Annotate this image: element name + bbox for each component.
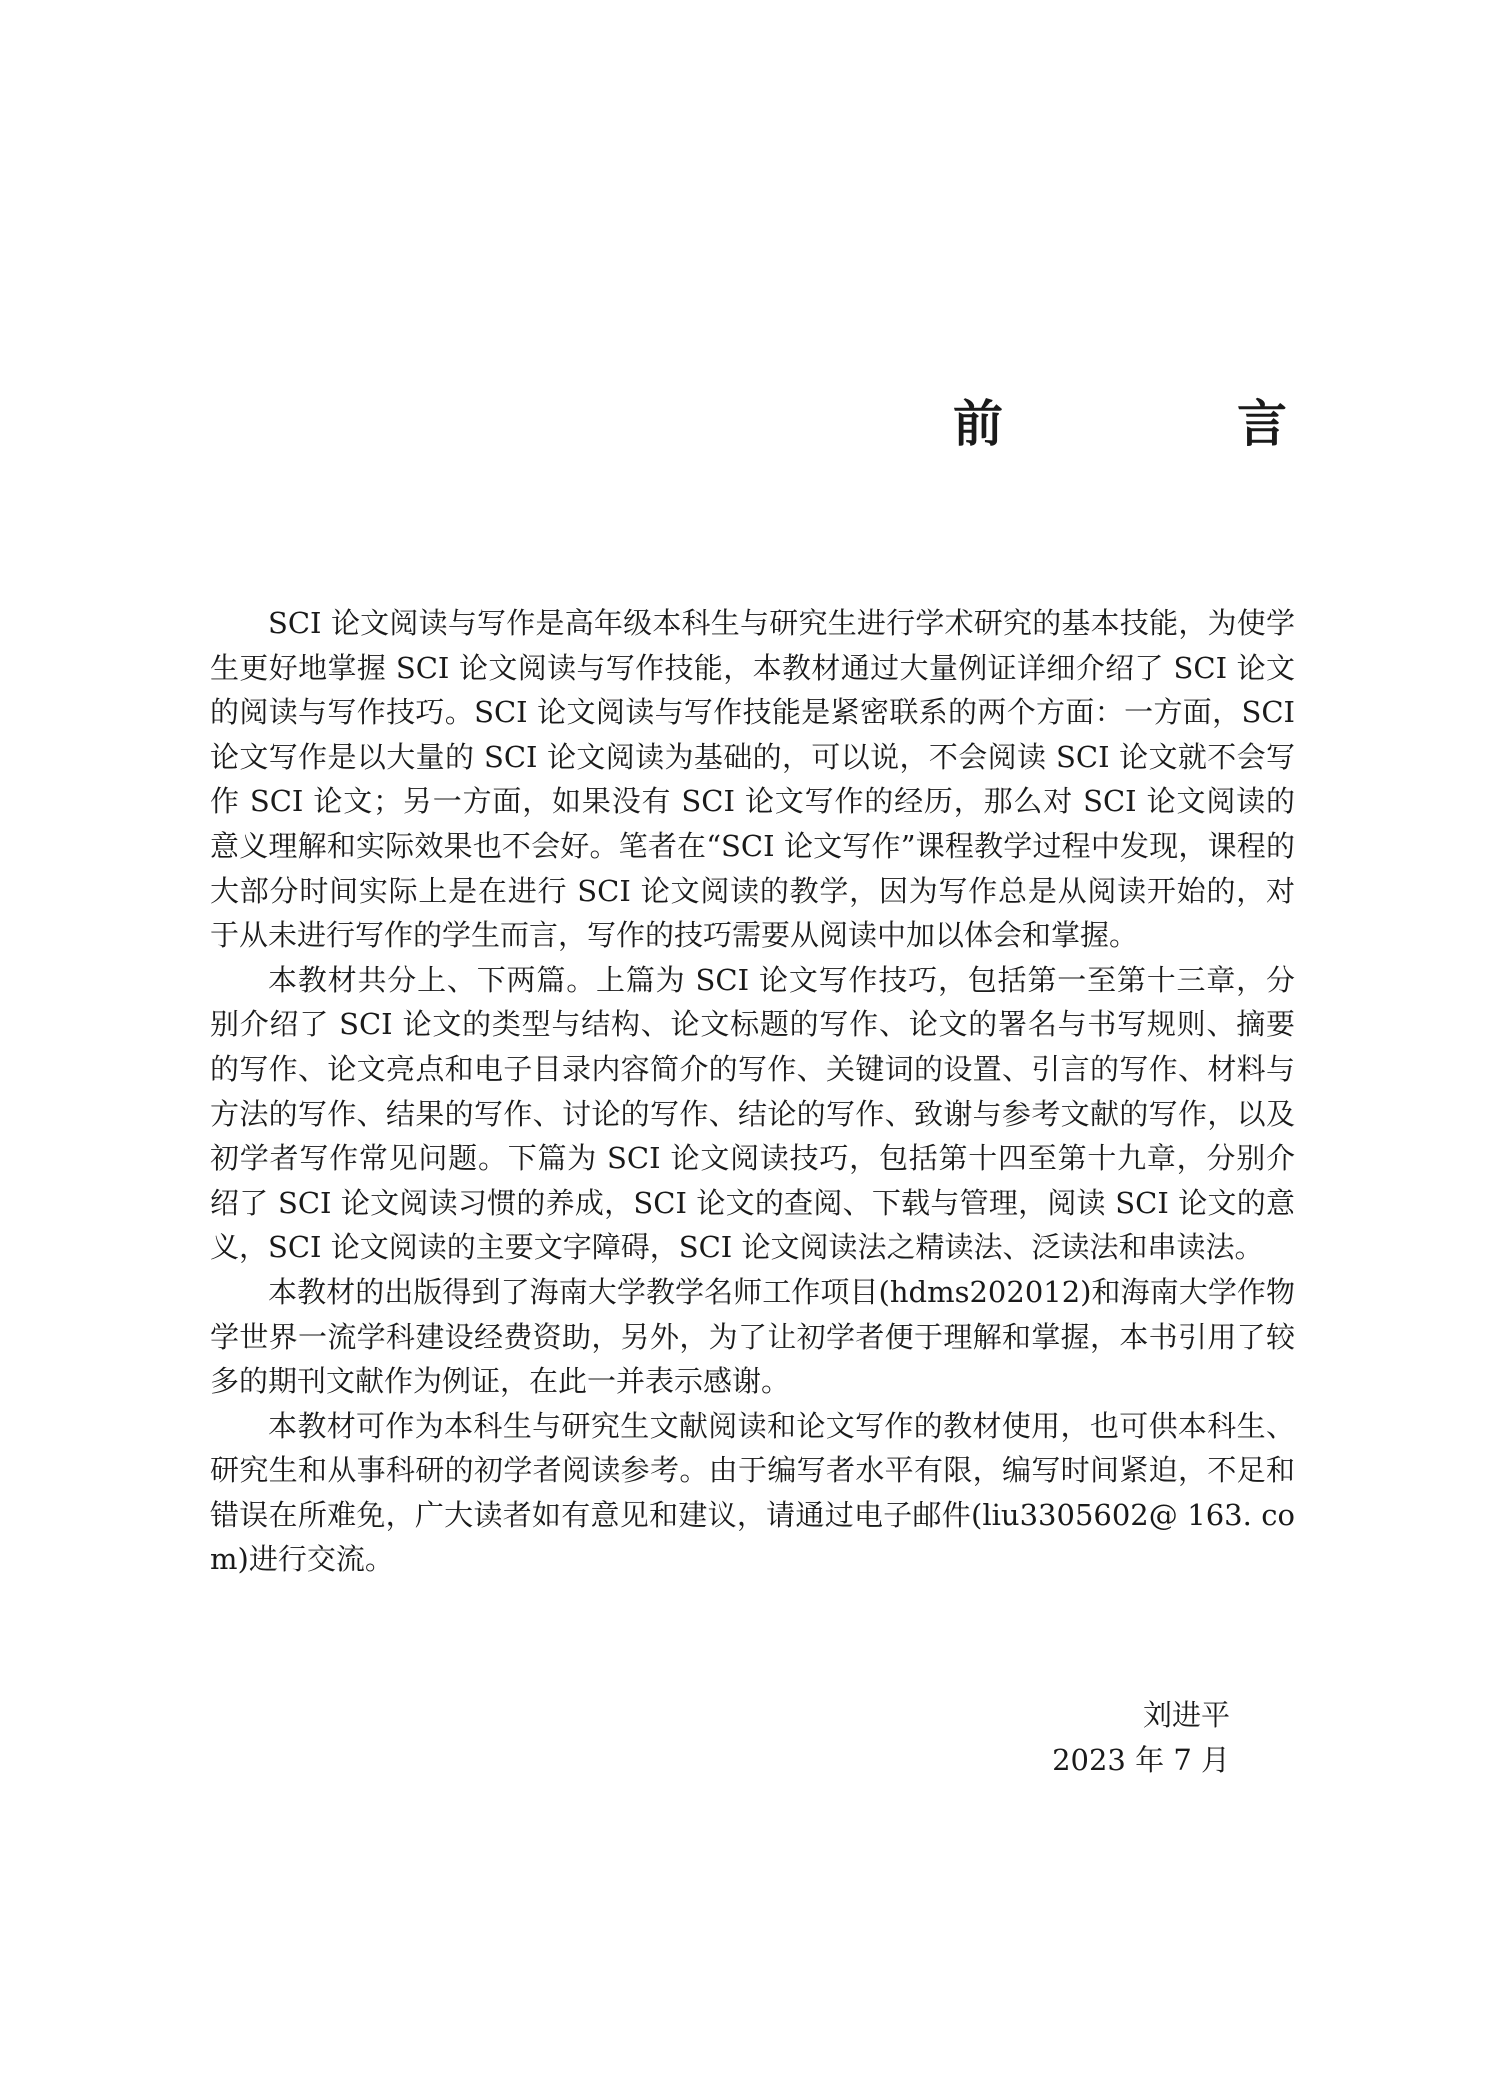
paragraph: SCI 论文阅读与写作是高年级本科生与研究生进行学术研究的基本技能，为使学生更好地掌握 SCI 论文阅读与写作技能，本教材通过大量例证详细介绍了 SCI 论文的阅读与写作技巧。SCI 论文阅读与写作技能是紧密联系的两个方面：一方面，SCI 论文写作是以大量的 SCI 论文阅读为基础的，可以说，不会阅读 SCI 论文就不会写作 SCI 论文；另一方面，如果没有 SCI 论文写作的经历，那么对 SCI 论文阅读的意义理解和实际效果也不会好。笔者在“SCI 论文写作”课程教学过程中发现，课程的大部分时间实际上是在进行 SCI 论文阅读的教学，因为写作总是从阅读开始的，对于从未进行写作的学生而言，写作的技巧需要从阅读中加以体会和掌握。	[210, 606, 1295, 953]
signature	[1052, 1693, 1230, 1783]
paragraph: 本教材的出版得到了海南大学教学名师工作项目(hdms202012)和海南大学作物学世界一流学科建设经费资助，另外，为了让初学者便于理解和掌握，本书引用了较多的期刊文献作为例证，在此一并表示感谢。	[210, 1274, 1295, 1399]
preface-body	[210, 601, 1295, 1582]
author-name: 刘进平	[1142, 1698, 1230, 1732]
paragraph: 本教材共分上、下两篇。上篇为 SCI 论文写作技巧，包括第一至第十三章，分别介绍了 SCI 论文的类型与结构、论文标题的写作、论文的署名与书写规则、摘要的写作、论文亮点和电子目录内容简介的写作、关键词的设置、引言的写作、材料与方法的写作、结果的写作、讨论的写作、结论的写作、致谢与参考文献的写作，以及初学者写作常见问题。下篇为 SCI 论文阅读技巧，包括第十四至第十九章，分别介绍了 SCI 论文阅读习惯的养成，SCI 论文的查阅、下载与管理，阅读 SCI 论文的意义，SCI 论文阅读的主要文字障碍，SCI 论文阅读法之精读法、泛读法和串读法。	[210, 962, 1295, 1265]
paragraph: 本教材可作为本科生与研究生文献阅读和论文写作的教材使用，也可供本科生、研究生和从事科研的初学者阅读参考。由于编写者水平有限，编写时间紧迫，不足和错误在所难免，广大读者如有意见和建议，请通过电子邮件(liu3305602@ 163. com)进行交流。	[210, 1408, 1295, 1577]
page-title: 前 言	[953, 395, 1379, 453]
date: 2023 年 7 月	[1052, 1743, 1230, 1777]
